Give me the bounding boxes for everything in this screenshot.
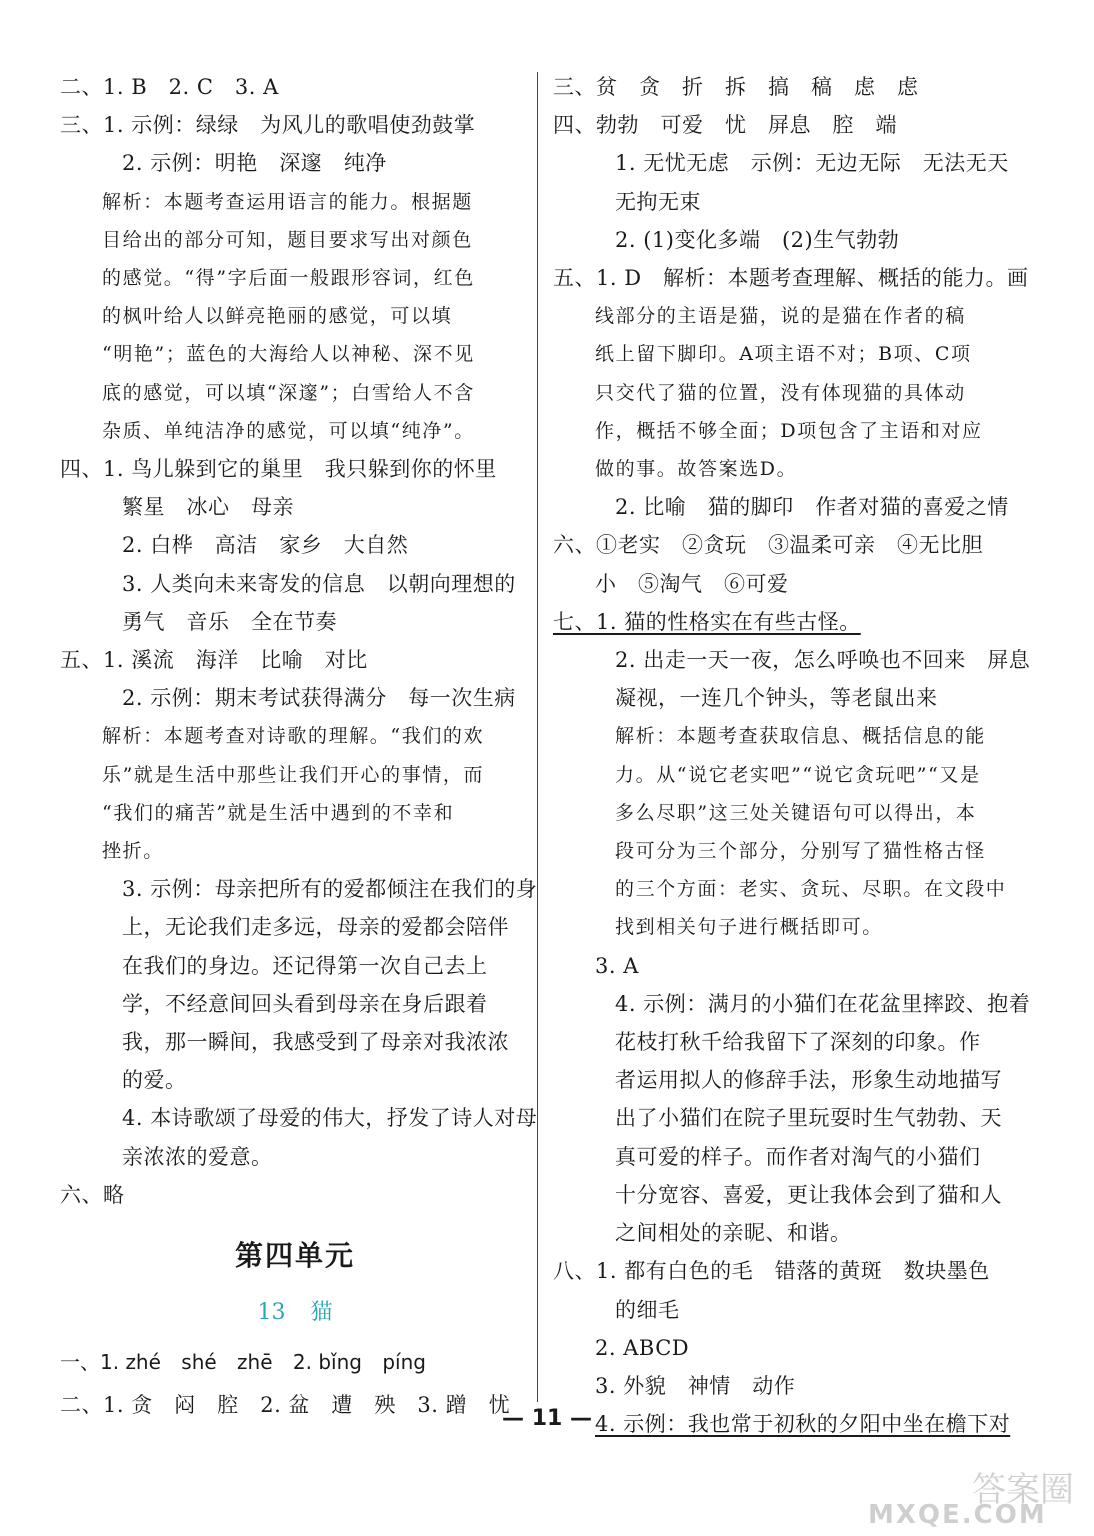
answer-line: 2. ABCD xyxy=(595,1335,690,1360)
answer-line: 只交代了猫的位置，没有体现猫的具体动 xyxy=(595,381,966,404)
right-answer-lines xyxy=(553,68,1031,1443)
answer-line: “明艳”；蓝色的大海给人以神秘、深不见 xyxy=(102,343,475,366)
answer-line: 解析：本题考查获取信息、概括信息的能 xyxy=(615,725,986,748)
answer-line: 无拘无束 xyxy=(615,189,701,214)
pinyin-5: píng xyxy=(382,1350,426,1375)
answer-line: 四、1. 鸟儿躲到它的巢里 我只躲到你的怀里 xyxy=(60,457,497,482)
pinyin-3: zhē xyxy=(237,1350,273,1375)
pinyin-1: 一、1. zhé xyxy=(60,1350,161,1375)
answer-line: 底的感觉，可以填“深邃”；白雪给人不含 xyxy=(102,381,475,404)
answer-line: 3. 示例：母亲把所有的爱都倾注在我们的身 xyxy=(122,877,538,902)
answer-line: 解析：本题考查运用语言的能力。根据题 xyxy=(102,190,473,213)
answer-line: “我们的痛苦”就是生活中遇到的不幸和 xyxy=(102,801,455,824)
answer-line: 段可分为三个部分，分别写了猫性格古怪 xyxy=(615,840,986,863)
answer-line: 花枝打秋千给我留下了深刻的印象。作 xyxy=(615,1030,981,1055)
answer-line: 的枫叶给人以鲜亮艳丽的感觉，可以填 xyxy=(102,305,453,328)
answer-line: 十分宽容、喜爱，更让我体会到了猫和人 xyxy=(615,1182,1002,1207)
answer-line: 三、1. 示例：绿绿 为风儿的歌唱使劲鼓掌 xyxy=(60,113,476,138)
watermark-text: MXQE.COM xyxy=(868,1500,1047,1530)
answer-line: 七、1. 猫的性格实在有些古怪。 xyxy=(553,609,861,634)
answer-line: 3. 外貌 神情 动作 xyxy=(595,1373,796,1398)
answer-line: 2. 示例：期末考试获得满分 每一次生病 xyxy=(122,686,516,711)
page-number: — 11 — xyxy=(502,1406,592,1431)
answer-line: 之间相处的亲昵、和谐。 xyxy=(615,1221,852,1246)
answer-line-tail: 二、1. 贪 闷 腔 2. 盆 遭 殃 3. 蹭 忧 xyxy=(60,1393,511,1418)
lesson-title: 猫 xyxy=(310,1300,333,1326)
answer-line: 的三个方面：老实、贪玩、尽职。在文段中 xyxy=(615,878,1007,901)
answer-line: 纸上留下脚印。A项主语不对；B项、C项 xyxy=(595,343,972,366)
answer-line: 3. 人类向未来寄发的信息 以朝向理想的 xyxy=(122,571,516,596)
pinyin-2: shé xyxy=(181,1350,217,1375)
answer-line: 目给出的部分可知，题目要求写出对颜色 xyxy=(102,228,473,251)
answer-line: 4. 示例：满月的小猫们在花盆里摔跤、抱着 xyxy=(615,991,1031,1016)
answer-line: 小 ⑤淘气 ⑥可爱 xyxy=(595,571,789,596)
answer-line: 找到相关句子进行概括即可。 xyxy=(615,916,883,939)
answer-line: 的感觉。“得”字后面一般跟形容词，红色 xyxy=(102,267,475,290)
answer-line: 出了小猫们在院子里玩耍时生气勃勃、天 xyxy=(615,1106,1002,1131)
lesson-heading xyxy=(60,1288,530,1338)
answer-line: 2. 出走一天一夜，怎么呼唤也不回来 屏息 xyxy=(615,648,1031,673)
answer-line: 凝视，一连几个钟头，等老鼠出来 xyxy=(615,686,938,711)
answer-line: 上，无论我们走多远，母亲的爱都会陪伴 xyxy=(122,915,509,940)
answer-line: 1. 无忧无虑 示例：无边无际 无法无天 xyxy=(615,151,1009,176)
answer-line: 4. 示例：我也常于初秋的夕阳中坐在檐下对 xyxy=(595,1412,1011,1437)
answer-line: 亲浓浓的爱意。 xyxy=(122,1144,273,1169)
answer-line: 二、1. B 2. C 3. A xyxy=(60,75,279,99)
answer-line: 四、勃勃 可爱 忧 屏息 腔 端 xyxy=(553,113,897,138)
left-answer-lines xyxy=(60,68,538,1214)
answer-line: 的细毛 xyxy=(615,1297,680,1322)
answer-line: 2. 示例：明艳 深邃 纯净 xyxy=(122,151,387,176)
answer-line: 解析：本题考查对诗歌的理解。“我们的欢 xyxy=(102,725,485,748)
answer-line: 我，那一瞬间，我感受到了母亲对我浓浓 xyxy=(122,1030,509,1055)
answer-line: 挫折。 xyxy=(102,840,164,863)
answer-line: 2. (1)变化多端 (2)生气勃勃 xyxy=(615,227,900,252)
left-column xyxy=(60,68,538,1424)
answer-line: 学，不经意间回头看到母亲在身后跟着 xyxy=(122,991,488,1016)
answer-line: 的爱。 xyxy=(122,1068,187,1093)
answer-line: 作，概括不够全面；D项包含了主语和对应 xyxy=(595,419,983,442)
answer-line: 杂质、单纯洁净的感觉，可以填“纯净”。 xyxy=(102,419,475,442)
answer-line: 在我们的身边。还记得第一次自己去上 xyxy=(122,953,488,978)
answer-line: 六、①老实 ②贪玩 ③温柔可亲 ④无比胆 xyxy=(553,533,983,558)
answer-line: 八、1. 都有白色的毛 错落的黄斑 数块墨色 xyxy=(553,1259,990,1284)
watermark xyxy=(868,1462,1080,1530)
answer-line: 2. 比喻 猫的脚印 作者对猫的喜爱之情 xyxy=(615,495,1009,520)
answer-line: 2. 白桦 高洁 家乡 大自然 xyxy=(122,533,409,558)
answer-line: 者运用拟人的修辞手法，形象生动地描写 xyxy=(615,1068,1002,1093)
answer-line: 繁星 冰心 母亲 xyxy=(122,495,294,520)
answer-line: 六、略 xyxy=(60,1182,125,1207)
column-divider xyxy=(537,72,538,1402)
answer-line: 乐”就是生活中那些让我们开心的事情，而 xyxy=(102,763,485,786)
pinyin-4: 2. bǐng xyxy=(292,1350,362,1375)
answer-line: 三、贫 贪 折 拆 搞 稿 虑 虑 xyxy=(553,75,919,99)
pinyin-answer-line xyxy=(60,1338,530,1386)
answer-line: 线部分的主语是猫，说的是猫在作者的稿 xyxy=(595,305,966,328)
lesson-number: 13 xyxy=(257,1300,286,1326)
answer-line: 真可爱的样子。而作者对淘气的小猫们 xyxy=(615,1144,981,1169)
answer-line: 五、1. D 解析：本题考查理解、概括的能力。画 xyxy=(553,266,1029,291)
watermark-logo-icon: 答案圈 xyxy=(972,1470,1074,1510)
unit-title: 第四单元 xyxy=(234,1239,355,1273)
right-column xyxy=(553,68,1031,1443)
answer-line: 勇气 音乐 全在节奏 xyxy=(122,609,337,634)
answer-line: 3. A xyxy=(595,953,639,978)
answer-line: 多么尽职”这三处关键语句可以得出，本 xyxy=(615,801,977,824)
answer-line: 力。从“说它老实吧”“说它贪玩吧”“又是 xyxy=(615,763,981,786)
answer-line: 五、1. 溪流 海洋 比喻 对比 xyxy=(60,648,368,673)
answer-line: 4. 本诗歌颂了母爱的伟大，抒发了诗人对母 xyxy=(122,1106,538,1131)
answer-line: 做的事。故答案选D。 xyxy=(595,458,798,481)
